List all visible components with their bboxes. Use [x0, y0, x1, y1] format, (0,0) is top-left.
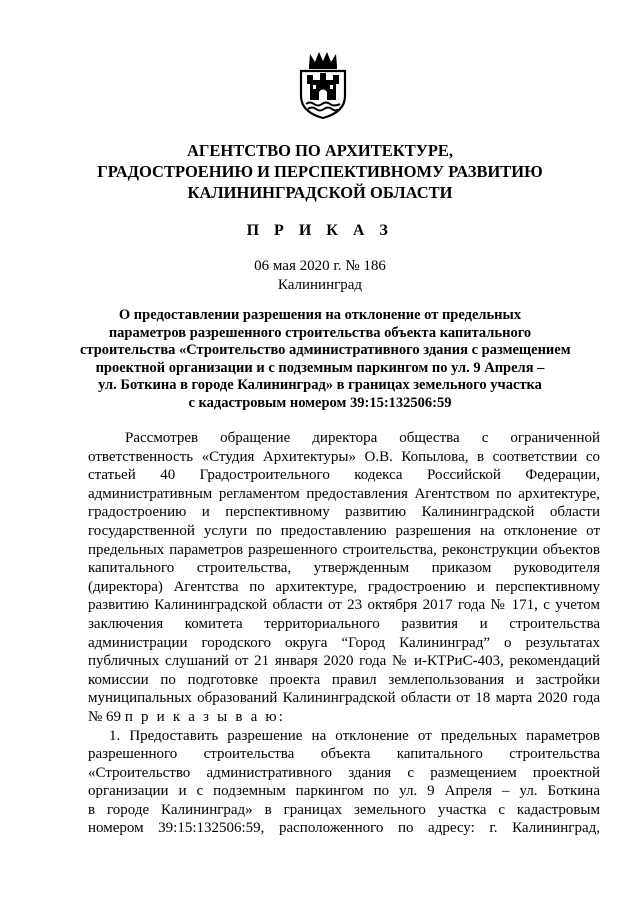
- item-line: разрешенного строительства объекта капитального строительства: [88, 746, 600, 763]
- order-date-number: 06 мая 2020 г. № 186: [254, 258, 386, 274]
- item-line: 1. Предоставить разрешение на отклонение от предельных параметров: [109, 727, 600, 744]
- body-line: статьей 40 Градостроительного кодекса Российской Федерации,: [88, 467, 600, 484]
- order-title: П Р И К А З: [246, 222, 394, 239]
- body-line: публичных слушаний от 21 января 2020 года № и-КТРиС-403, рекомендаций: [88, 653, 600, 670]
- subject-line: проектной организации и с подземным паркингом по ул. 9 Апреля –: [95, 359, 545, 376]
- coat-of-arms-icon: [296, 50, 350, 120]
- agency-line: ГРАДОСТРОЕНИЮ И ПЕРСПЕКТИВНОМУ РАЗВИТИЮ: [97, 162, 543, 181]
- item-line: «Строительство административного здания с размещением проектной: [88, 764, 600, 781]
- item-line: организации и с подземным паркингом по ул. 9 Апреля – ул. Боткина: [88, 783, 600, 800]
- order-body: [88, 429, 600, 838]
- body-line: предельных параметров разрешенного строительства, реконструкции объектов: [88, 541, 600, 558]
- preamble-end: № 69: [88, 708, 122, 725]
- body-line: заключения комитета территориального развития и строительства: [88, 615, 600, 632]
- body-line: капитального строительства, утвержденным приказом руководителя: [88, 560, 600, 577]
- subject-line: ул. Боткина в городе Калининград» в границах земельного участка: [98, 377, 542, 394]
- body-line: ответственность «Студия Архитектуры» О.В. Копылова, в соответствии со: [88, 448, 600, 465]
- body-line: (директора) Агентства по архитектуре, градостроению и перспективному: [88, 578, 600, 595]
- item-line: номером 39:15:132506:59, расположенного по адресу: г. Калининград,: [88, 820, 600, 837]
- body-line: комиссии по подготовке проекта правил землепользования и застройки: [88, 671, 600, 688]
- subject-line: О предоставлении разрешения на отклонение от предельных: [118, 307, 522, 323]
- body-line: [88, 708, 600, 727]
- decree-word: п р и к а з ы в а ю:: [124, 708, 286, 725]
- body-line: административным регламентом предоставления Агентством по архитектуре,: [88, 485, 600, 502]
- order-meta: [0, 257, 640, 295]
- agency-name: [60, 140, 580, 203]
- body-line: администрации городского округа “Город Калининград” о результатах: [88, 634, 600, 651]
- order-subject: [80, 307, 571, 413]
- body-line: Рассмотрев обращение директора общества с ограниченной: [125, 430, 600, 446]
- subject-line: параметров разрешенного строительства объекта капитального: [108, 324, 532, 341]
- agency-line: АГЕНТСТВО ПО АРХИТЕКТУРЕ,: [186, 141, 454, 160]
- order-city: Калининград: [277, 277, 363, 293]
- agency-line: КАЛИНИНГРАДСКОЙ ОБЛАСТИ: [187, 183, 453, 202]
- body-line: градостроению и перспективному развитию Калининградской области: [88, 504, 600, 521]
- body-line: государственной услуги по предоставлению разрешения на отклонение от: [88, 522, 600, 539]
- item-line: в городе Калининград» в границах земельного участка с кадастровым: [88, 801, 600, 818]
- subject-line: строительства «Строительство административного здания с размещением: [80, 342, 571, 359]
- body-line: развитию Калининградской области от 23 октября 2017 года № 171, с учетом: [88, 597, 600, 614]
- body-line: муниципальных образований Калининградской области от 18 марта 2020 года: [88, 690, 600, 707]
- subject-line: с кадастровым номером 39:15:132506:59: [188, 394, 452, 411]
